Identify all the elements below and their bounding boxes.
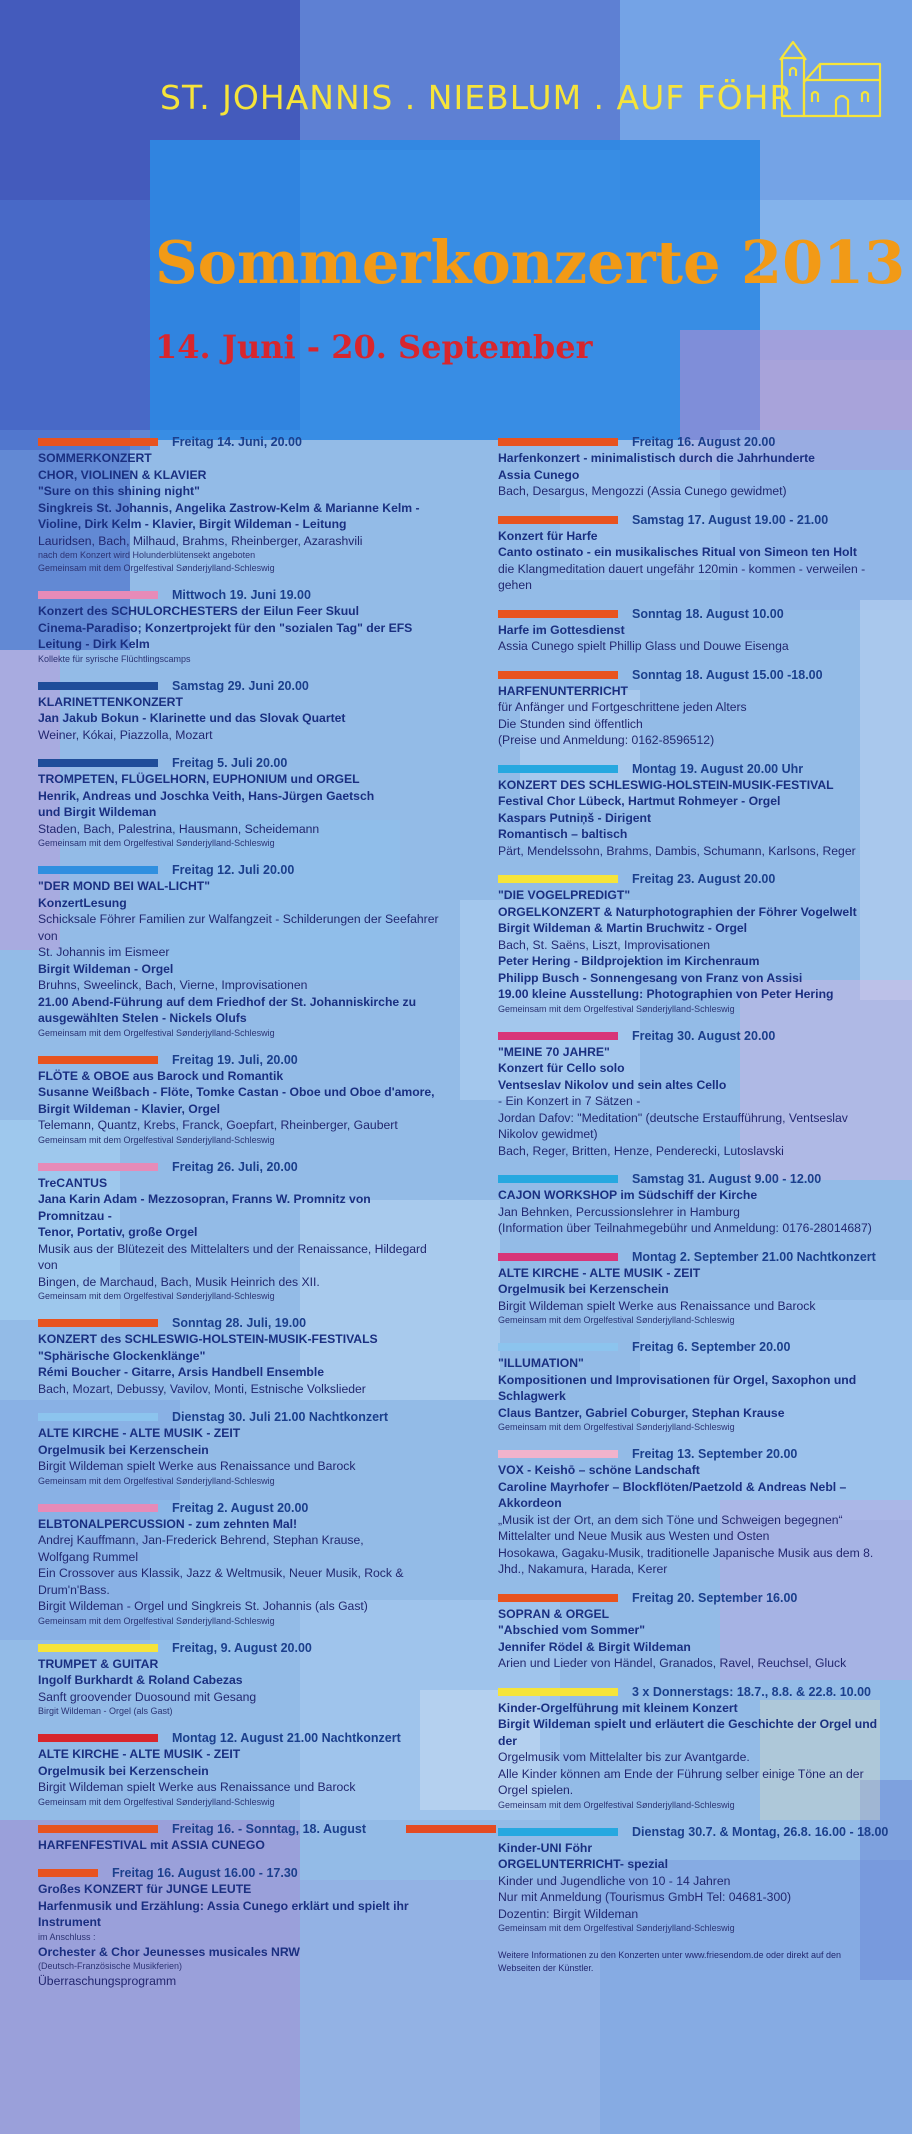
event-highlight: TROMPETEN, FLÜGELHORN, EUPHONIUM und ORGEL bbox=[38, 772, 360, 786]
event-highlight: Kaspars Putniņš - Dirigent bbox=[498, 810, 652, 825]
event-highlight: Konzert des SCHULORCHESTERS der Eilun Feer Skuul bbox=[38, 604, 359, 618]
color-bar bbox=[38, 1056, 158, 1064]
color-bar bbox=[38, 1163, 158, 1171]
event-detail: Orgel spielen. bbox=[498, 1783, 574, 1797]
concert-event bbox=[498, 1684, 878, 1812]
event-detail: Birgit Wildeman spielt Werke aus Renaissance und Barock bbox=[498, 1298, 816, 1313]
event-header bbox=[38, 1730, 440, 1746]
event-note: Gemeinsam mit dem Orgelfestival Sønderjylland-Schleswig bbox=[38, 1475, 275, 1486]
event-highlight: "DIE VOGELPREDIGT" bbox=[498, 888, 631, 902]
event-header bbox=[38, 1640, 440, 1656]
event-header bbox=[38, 1159, 440, 1175]
concert-event bbox=[498, 1339, 878, 1434]
event-detail: Orgelmusik vom Mittelalter bis zur Avantgarde. bbox=[498, 1750, 750, 1764]
event-date: Sonntag 18. August 15.00 -18.00 bbox=[632, 667, 823, 682]
event-detail: Überraschungsprogramm bbox=[38, 1974, 177, 1988]
event-detail: Sanft groovender Duosound mit Gesang bbox=[38, 1689, 257, 1704]
concert-event bbox=[38, 1409, 440, 1488]
event-highlight: Leitung - Dirk Kelm bbox=[38, 637, 150, 651]
event-date: Montag 12. August 21.00 Nachtkonzert bbox=[172, 1731, 401, 1745]
event-detail: Drum'n'Bass. bbox=[38, 1582, 110, 1597]
church-icon bbox=[776, 36, 886, 120]
event-highlight: ORGELKONZERT & Naturphotographien der Föhrer Vogelwelt bbox=[498, 904, 857, 919]
event-date: Montag 2. September 21.00 Nachtkonzert bbox=[632, 1249, 876, 1264]
event-highlight: ALTE KIRCHE - ALTE MUSIK - ZEIT bbox=[38, 1426, 241, 1440]
concert-event bbox=[38, 1500, 440, 1628]
event-date: Dienstag 30.7. & Montag, 26.8. 16.00 - 18.00 bbox=[632, 1824, 889, 1839]
event-detail: Dozentin: Birgit Wildeman bbox=[498, 1906, 639, 1921]
event-highlight: SOPRAN & ORGEL bbox=[498, 1606, 610, 1621]
event-detail: Jan Behnken, Percussionslehrer in Hamburg bbox=[498, 1204, 740, 1219]
concert-event bbox=[498, 1028, 878, 1160]
event-header bbox=[38, 755, 440, 771]
event-note: Gemeinsam mit dem Orgelfestival Sønderjylland-Schleswig bbox=[38, 1796, 275, 1807]
event-detail: Jordan Dafov: "Meditation" (deutsche Erstaufführung, Ventseslav bbox=[498, 1110, 848, 1125]
event-highlight: ALTE KIRCHE - ALTE MUSIK - ZEIT bbox=[38, 1747, 241, 1761]
event-highlight: FLÖTE & OBOE aus Barock und Romantik bbox=[38, 1068, 284, 1083]
event-highlight: Birgit Wildeman - Klavier, Orgel bbox=[38, 1101, 221, 1116]
event-header bbox=[38, 1409, 440, 1425]
color-bar bbox=[38, 759, 158, 767]
event-header bbox=[38, 1052, 440, 1068]
event-highlight: Orgelmusik bei Kerzenschein bbox=[38, 1442, 209, 1457]
event-note: Gemeinsam mit dem Orgelfestival Sønderjylland-Schleswig bbox=[38, 1615, 275, 1626]
event-note: (Deutsch-Französische Musikferien) bbox=[38, 1961, 183, 1971]
event-highlight: HARFENUNTERRICHT bbox=[498, 683, 628, 698]
event-header bbox=[498, 1028, 878, 1044]
event-highlight: Birgit Wildeman - Orgel bbox=[38, 961, 174, 976]
event-detail: Bruhns, Sweelinck, Bach, Vierne, Improvisationen bbox=[38, 978, 308, 992]
event-date: Freitag 2. August 20.00 bbox=[172, 1500, 309, 1515]
event-highlight: Kompositionen und Improvisationen für Orgel, Saxophon und bbox=[498, 1372, 857, 1387]
event-highlight: HARFENFESTIVAL mit ASSIA CUNEGO bbox=[38, 1837, 265, 1852]
color-bar bbox=[498, 1175, 618, 1183]
concert-event bbox=[38, 1052, 440, 1147]
color-bar bbox=[498, 516, 618, 524]
event-highlight: Claus Bantzer, Gabriel Coburger, Stephan Krause bbox=[498, 1405, 785, 1420]
color-bar bbox=[498, 1594, 618, 1602]
event-date: Samstag 31. August 9.00 - 12.00 bbox=[632, 1172, 822, 1186]
event-detail: Birgit Wildeman spielt Werke aus Renaissance und Barock bbox=[38, 1459, 356, 1473]
event-highlight: Konzert für Harfe bbox=[498, 528, 598, 543]
color-bar bbox=[498, 671, 618, 679]
event-detail: Assia Cunego spielt Phillip Glass und Douwe Eisenga bbox=[498, 639, 789, 653]
event-date: Freitag 6. September 20.00 bbox=[632, 1340, 791, 1354]
event-date: Freitag, 9. August 20.00 bbox=[172, 1640, 312, 1655]
event-detail: Bach, Reger, Britten, Henze, Penderecki, Lutoslavski bbox=[498, 1143, 784, 1158]
event-note: Kollekte für syrische Flüchtlingscamps bbox=[38, 653, 191, 664]
color-bar bbox=[38, 591, 158, 599]
event-highlight: Jana Karin Adam - Mezzosopran, Franns W. Promnitz von Promnitzau - bbox=[38, 1192, 371, 1223]
event-highlight: KLARINETTENKONZERT bbox=[38, 694, 183, 709]
concert-event bbox=[38, 1865, 440, 1990]
poster-dates: 14. Juni - 20. September bbox=[155, 328, 593, 366]
event-detail: Schicksale Föhrer Familien zur Walfangzeit - Schilderungen der Seefahrer von bbox=[38, 912, 439, 943]
color-bar bbox=[498, 875, 618, 883]
event-detail: Staden, Bach, Palestrina, Hausmann, Scheidemann bbox=[38, 821, 320, 836]
event-header bbox=[498, 1590, 878, 1606]
event-highlight: SOMMERKONZERT bbox=[38, 451, 152, 465]
event-highlight: Ventseslav Nikolov und sein altes Cello bbox=[498, 1077, 727, 1092]
event-header bbox=[38, 434, 440, 450]
event-detail: Birgit Wildeman - Orgel und Singkreis St. Johannis (als Gast) bbox=[38, 1599, 368, 1613]
event-detail: Telemann, Quantz, Krebs, Franck, Goepfart, Rheinberger, Gaubert bbox=[38, 1118, 398, 1132]
event-date: Freitag 26. Juli, 20.00 bbox=[172, 1159, 298, 1174]
event-detail: Die Stunden sind öffentlich bbox=[498, 716, 643, 731]
concert-event bbox=[38, 1821, 440, 1854]
event-highlight: Assia Cunego bbox=[498, 467, 580, 482]
event-note: Gemeinsam mit dem Orgelfestival Sønderjylland-Schleswig bbox=[38, 563, 275, 573]
color-bar bbox=[498, 765, 618, 773]
concert-event bbox=[498, 1590, 878, 1672]
event-note: Gemeinsam mit dem Orgelfestival Sønderjylland-Schleswig bbox=[498, 1315, 735, 1325]
event-detail: (Preise und Anmeldung: 0162-8596512) bbox=[498, 733, 715, 747]
event-highlight: Orgelmusik bei Kerzenschein bbox=[498, 1282, 669, 1296]
concert-event bbox=[498, 1249, 878, 1328]
event-date: Freitag 30. August 20.00 bbox=[632, 1028, 776, 1043]
event-date: Mittwoch 19. Juni 19.00 bbox=[172, 588, 311, 602]
event-note: Gemeinsam mit dem Orgelfestival Sønderjylland-Schleswig bbox=[38, 838, 275, 848]
event-date: Freitag 13. September 20.00 bbox=[632, 1447, 798, 1461]
event-detail: Nur mit Anmeldung (Tourismus GmbH Tel: 04681-300) bbox=[498, 1890, 792, 1904]
event-header bbox=[38, 1865, 440, 1881]
event-date: Samstag 17. August 19.00 - 21.00 bbox=[632, 512, 829, 527]
color-bar bbox=[498, 1032, 618, 1040]
color-bar bbox=[498, 438, 618, 446]
event-detail: St. Johannis im Eismeer bbox=[38, 945, 170, 959]
event-highlight: Harfenkonzert - minimalistisch durch die Jahrhunderte bbox=[498, 451, 815, 465]
event-highlight: Großes KONZERT für JUNGE LEUTE bbox=[38, 1882, 252, 1896]
concert-event bbox=[498, 761, 878, 860]
concert-event bbox=[498, 434, 878, 500]
event-date: Dienstag 30. Juli 21.00 Nachtkonzert bbox=[172, 1410, 389, 1424]
event-highlight: Romantisch – baltisch bbox=[498, 827, 628, 841]
poster-header bbox=[0, 0, 912, 420]
event-date: Freitag 23. August 20.00 bbox=[632, 872, 776, 886]
event-header bbox=[498, 667, 878, 683]
event-detail: Arien und Lieder von Händel, Granados, Ravel, Reuchsel, Gluck bbox=[498, 1656, 847, 1670]
event-detail: Lauridsen, Bach, Milhaud, Brahms, Rheinberger, Azarashvili bbox=[38, 533, 363, 548]
event-highlight: Festival Chor Lübeck, Hartmut Rohmeyer - Orgel bbox=[498, 794, 781, 808]
event-note: im Anschluss : bbox=[38, 1931, 96, 1942]
event-date: Freitag 14. Juni, 20.00 bbox=[172, 435, 302, 449]
event-detail: Bach, St. Saëns, Liszt, Improvisationen bbox=[498, 937, 711, 952]
color-bar bbox=[498, 1688, 618, 1696]
event-highlight: ALTE KIRCHE - ALTE MUSIK - ZEIT bbox=[498, 1265, 701, 1280]
event-highlight: 19.00 kleine Ausstellung: Photographien von Peter Hering bbox=[498, 987, 834, 1001]
concert-event bbox=[38, 862, 440, 1040]
event-date: Freitag 5. Juli 20.00 bbox=[172, 756, 288, 770]
event-header bbox=[38, 587, 440, 603]
event-detail: Jhd., Nakamura, Harada, Kerer bbox=[498, 1562, 668, 1576]
event-date: Freitag 16. August 16.00 - 17.30 bbox=[112, 1866, 298, 1880]
event-note: Gemeinsam mit dem Orgelfestival Sønderjylland-Schleswig bbox=[38, 1291, 275, 1301]
event-highlight: Jan Jakub Bokun - Klarinette und das Slovak Quartet bbox=[38, 711, 346, 725]
event-date: Sonntag 28. Juli, 19.00 bbox=[172, 1316, 307, 1330]
event-highlight: Rémi Boucher - Gitarre, Arsis Handbell Ensemble bbox=[38, 1365, 325, 1379]
color-bar bbox=[38, 1319, 158, 1327]
event-highlight: Ingolf Burkhardt & Roland Cabezas bbox=[38, 1673, 243, 1687]
event-detail: Alle Kinder können am Ende der Führung selber einige Töne an der bbox=[498, 1766, 864, 1781]
concert-event bbox=[38, 678, 440, 744]
event-highlight: ORGELUNTERRICHT- spezial bbox=[498, 1857, 668, 1871]
event-highlight: Jennifer Rödel & Birgit Wildeman bbox=[498, 1639, 691, 1654]
event-highlight: ausgewählten Stelen - Nickels Olufs bbox=[38, 1011, 247, 1025]
event-detail: Nikolov gewidmet) bbox=[498, 1127, 598, 1141]
event-date: Freitag 19. Juli, 20.00 bbox=[172, 1052, 298, 1067]
event-detail: für Anfänger und Fortgeschrittene jeden Alters bbox=[498, 700, 747, 714]
event-highlight: VOX - Keishō – schöne Landschaft bbox=[498, 1463, 700, 1477]
concert-event bbox=[38, 434, 440, 575]
color-bar bbox=[38, 1869, 98, 1877]
event-highlight: Harfe im Gottesdienst bbox=[498, 622, 625, 637]
event-highlight: und Birgit Wildeman bbox=[38, 805, 157, 819]
event-header bbox=[498, 871, 878, 887]
color-bar bbox=[38, 1825, 158, 1833]
event-highlight: KonzertLesung bbox=[38, 895, 127, 910]
event-date: 3 x Donnerstags: 18.7., 8.8. & 22.8. 10.00 bbox=[632, 1684, 872, 1699]
event-header bbox=[38, 1315, 440, 1331]
color-bar bbox=[498, 1450, 618, 1458]
event-date: Freitag 16. August 20.00 bbox=[632, 435, 776, 449]
event-highlight: Konzert für Cello solo bbox=[498, 1061, 625, 1075]
events-column-left bbox=[38, 434, 440, 2002]
event-highlight: "DER MOND BEI WAL-LICHT" bbox=[38, 879, 211, 893]
event-detail: Bach, Desargus, Mengozzi (Assia Cunego gewidmet) bbox=[498, 484, 787, 498]
event-highlight: Peter Hering - Bildprojektion im Kirchenraum bbox=[498, 954, 760, 968]
poster-title: Sommerkonzerte 2013 bbox=[155, 228, 906, 297]
color-bar bbox=[498, 1343, 618, 1351]
event-date: Montag 19. August 20.00 Uhr bbox=[632, 761, 804, 776]
color-bar bbox=[38, 1734, 158, 1742]
concert-event bbox=[498, 606, 878, 655]
event-header bbox=[38, 862, 440, 878]
footer-note bbox=[498, 1949, 878, 1975]
event-header bbox=[498, 512, 878, 528]
event-highlight: CHOR, VIOLINEN & KLAVIER bbox=[38, 467, 207, 482]
concert-event bbox=[498, 512, 878, 594]
event-highlight: Canto ostinato - ein musikalisches Ritual von Simeon ten Holt bbox=[498, 545, 857, 559]
event-note: nach dem Konzert wird Holunderblütensekt angeboten bbox=[38, 550, 256, 560]
event-highlight: Kinder-UNI Föhr bbox=[498, 1840, 593, 1855]
concert-event bbox=[498, 667, 878, 749]
event-highlight: Singkreis St. Johannis, Angelika Zastrow-Kelm & Marianne Kelm - bbox=[38, 500, 420, 515]
event-highlight: 21.00 Abend-Führung auf dem Friedhof der St. Johanniskirche zu bbox=[38, 994, 417, 1009]
concert-event bbox=[38, 587, 440, 666]
event-highlight: Harfenmusik und Erzählung: Assia Cunego erklärt und spielt ihr Instrument bbox=[38, 1898, 409, 1929]
color-bar bbox=[498, 1828, 618, 1836]
event-highlight: KONZERT des SCHLESWIG-HOLSTEIN-MUSIK-FESTIVALS bbox=[38, 1332, 378, 1346]
event-highlight: "Sure on this shining night" bbox=[38, 484, 200, 498]
event-highlight: Violine, Dirk Kelm - Klavier, Birgit Wildeman - Leitung bbox=[38, 517, 347, 531]
concert-event bbox=[38, 1315, 440, 1397]
event-header bbox=[38, 1821, 440, 1837]
event-detail: die Klangmeditation dauert ungefähr 120min - kommen - verweilen - gehen bbox=[498, 561, 866, 592]
color-bar bbox=[498, 1253, 618, 1261]
event-highlight: Kinder-Orgelführung mit kleinem Konzert bbox=[498, 1700, 738, 1715]
event-highlight: Cinema-Paradiso; Konzertprojekt für den "sozialen Tag" der EFS bbox=[38, 620, 413, 635]
event-header bbox=[498, 1171, 878, 1187]
concert-event bbox=[38, 1730, 440, 1809]
event-date: Freitag 20. September 16.00 bbox=[632, 1590, 798, 1605]
location-line: ST. JOHANNIS . NIEBLUM . AUF FÖHR bbox=[160, 78, 794, 117]
event-detail: Mittelalter und Neue Musik aus Westen und Osten bbox=[498, 1529, 770, 1543]
event-note: Gemeinsam mit dem Orgelfestival Sønderjylland-Schleswig bbox=[498, 1799, 735, 1810]
event-highlight: Birgit Wildeman & Martin Bruchwitz - Orgel bbox=[498, 921, 748, 935]
event-highlight: Akkordeon bbox=[498, 1496, 562, 1510]
event-date: Freitag 12. Juli 20.00 bbox=[172, 863, 295, 877]
event-detail: Bach, Mozart, Debussy, Vavilov, Monti, Estnische Volkslieder bbox=[38, 1381, 366, 1396]
event-header bbox=[498, 761, 878, 777]
event-header bbox=[498, 1249, 878, 1265]
color-bar bbox=[498, 610, 618, 618]
event-highlight: Susanne Weißbach - Flöte, Tomke Castan - Oboe und Oboe d'amore, bbox=[38, 1085, 435, 1099]
events-column-right bbox=[498, 434, 889, 1975]
event-note: Gemeinsam mit dem Orgelfestival Sønderjylland-Schleswig bbox=[498, 1923, 735, 1933]
event-header bbox=[498, 1339, 878, 1355]
event-detail: Weiner, Kókai, Piazzolla, Mozart bbox=[38, 727, 213, 742]
footer-note-line: Weitere Informationen zu den Konzerten unter www.friesendom.de oder direkt auf den bbox=[498, 1950, 842, 1960]
event-note: Gemeinsam mit dem Orgelfestival Sønderjylland-Schleswig bbox=[38, 1027, 275, 1038]
color-bar bbox=[38, 1644, 158, 1652]
event-header bbox=[498, 1824, 889, 1840]
event-highlight: Caroline Mayrhofer – Blockflöten/Paetzold & Andreas Nebl – bbox=[498, 1479, 847, 1494]
event-highlight: Philipp Busch - Sonnengesang von Franz von Assisi bbox=[498, 970, 803, 985]
event-date: Samstag 29. Juni 20.00 bbox=[172, 678, 309, 693]
color-bar bbox=[38, 1504, 158, 1512]
concert-event bbox=[38, 1159, 440, 1304]
event-highlight: "Abschied vom Sommer" bbox=[498, 1623, 646, 1637]
event-detail: Andrej Kauffmann, Jan-Frederick Behrend, Stephan Krause, bbox=[38, 1533, 364, 1547]
event-header bbox=[498, 434, 878, 450]
event-note: Gemeinsam mit dem Orgelfestival Sønderjylland-Schleswig bbox=[498, 1422, 735, 1432]
concert-event bbox=[498, 1824, 889, 1936]
event-highlight: KONZERT DES SCHLESWIG-HOLSTEIN-MUSIK-FESTIVAL bbox=[498, 777, 834, 792]
event-detail: Hosokawa, Gagaku-Musik, traditionelle Japanische Musik aus dem 8. bbox=[498, 1545, 874, 1560]
event-highlight: Schlagwerk bbox=[498, 1389, 566, 1403]
event-detail: Ein Crossover aus Klassik, Jazz & Weltmusik, Neuer Musik, Rock & bbox=[38, 1566, 404, 1580]
event-header bbox=[498, 1446, 878, 1462]
event-note: Gemeinsam mit dem Orgelfestival Sønderjylland-Schleswig bbox=[498, 1003, 735, 1014]
event-note: Birgit Wildeman - Orgel (als Gast) bbox=[38, 1706, 173, 1716]
event-detail: (Information über Teilnahmegebühr und Anmeldung: 0176-28014687) bbox=[498, 1221, 872, 1235]
event-header bbox=[498, 1684, 878, 1700]
event-detail: - Ein Konzert in 7 Sätzen - bbox=[498, 1094, 641, 1108]
event-header bbox=[498, 606, 878, 622]
concert-event bbox=[498, 871, 878, 1016]
color-bar-end bbox=[406, 1825, 496, 1833]
event-highlight: ELBTONALPERCUSSION - zum zehnten Mal! bbox=[38, 1516, 298, 1531]
event-detail: Birgit Wildeman spielt Werke aus Renaissance und Barock bbox=[38, 1780, 356, 1794]
event-header bbox=[38, 678, 440, 694]
event-detail: „Musik ist der Ort, an dem sich Töne und Schweigen begegnen“ bbox=[498, 1512, 843, 1527]
concert-event bbox=[498, 1446, 878, 1578]
event-highlight: Birgit Wildeman spielt und erläutert die Geschichte der Orgel und der bbox=[498, 1717, 878, 1748]
event-highlight: TreCANTUS bbox=[38, 1175, 108, 1190]
event-highlight: "ILLUMATION" bbox=[498, 1356, 584, 1370]
event-highlight: Tenor, Portativ, große Orgel bbox=[38, 1225, 198, 1239]
event-note: Gemeinsam mit dem Orgelfestival Sønderjylland-Schleswig bbox=[38, 1134, 275, 1145]
color-bar bbox=[38, 866, 158, 874]
event-highlight: TRUMPET & GUITAR bbox=[38, 1656, 159, 1671]
event-highlight: Orchester & Chor Jeunesses musicales NRW bbox=[38, 1944, 300, 1959]
event-detail: Pärt, Mendelssohn, Brahms, Dambis, Schumann, Karlsons, Reger bbox=[498, 843, 856, 858]
event-date: Freitag 16. - Sonntag, 18. August bbox=[172, 1821, 367, 1836]
concert-event bbox=[498, 1171, 878, 1237]
event-detail: Kinder und Jugendliche von 10 - 14 Jahren bbox=[498, 1873, 731, 1888]
event-detail: Musik aus der Blütezeit des Mittelalters und der Renaissance, Hildegard von bbox=[38, 1241, 427, 1272]
event-detail: Wolfgang Rummel bbox=[38, 1549, 139, 1564]
color-bar bbox=[38, 682, 158, 690]
event-highlight: "Sphärische Glockenklänge" bbox=[38, 1348, 206, 1363]
event-highlight: CAJON WORKSHOP im Südschiff der Kirche bbox=[498, 1188, 758, 1202]
color-bar bbox=[38, 1413, 158, 1421]
event-detail: Bingen, de Marchaud, Bach, Musik Heinrich des XII. bbox=[38, 1274, 320, 1289]
event-highlight: "MEINE 70 JAHRE" bbox=[498, 1044, 610, 1059]
event-date: Sonntag 18. August 10.00 bbox=[632, 606, 784, 621]
concert-event bbox=[38, 1640, 440, 1719]
event-highlight: Henrik, Andreas und Joschka Veith, Hans-Jürgen Gaetsch bbox=[38, 788, 375, 803]
event-header bbox=[38, 1500, 440, 1516]
event-highlight: Orgelmusik bei Kerzenschein bbox=[38, 1763, 209, 1778]
color-bar bbox=[38, 438, 158, 446]
concert-event bbox=[38, 755, 440, 850]
footer-note-line: Webseiten der Künstler. bbox=[498, 1963, 594, 1973]
